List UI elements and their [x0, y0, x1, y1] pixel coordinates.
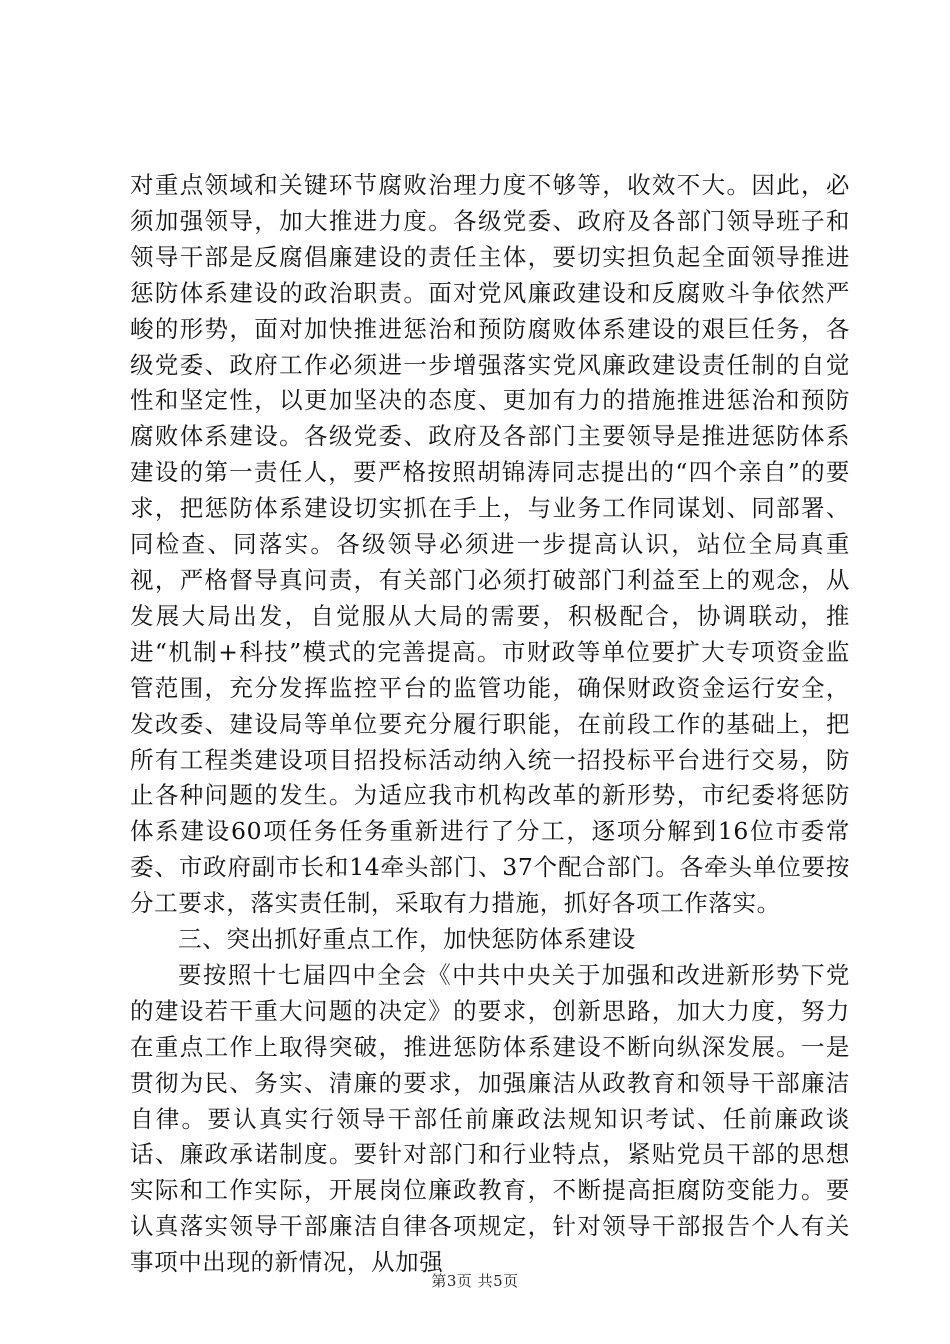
body-paragraph: 要按照十七届四中全会《中共中央关于加强和改进新形势下党的建设若干重大问题的决定》的要求，创新思路，加大力度，努力在重点工作上取得突破，推进惩防体系建设不断向纵深发展。一是贯彻为民、务实、清廉的要求，加强廉洁从政教育和领导干部廉洁自律。要认真实行领导干部任前廉政法规知识考试、任前廉政谈话、廉政承诺制度。要针对部门和行业特点，紧贴党员干部的思想实际和工作实际，开展岗位廉政教育，不断提高拒腐防变能力。要认真落实领导干部廉洁自律各项规定，针对领导干部报告个人有关事项中出现的新情况，从加强	[130, 960, 850, 1277]
body-paragraph: 对重点领域和关键环节腐败治理力度不够等，收效不大。因此，必须加强领导，加大推进力度。各级党委、政府及各部门领导班子和领导干部是反腐倡廉建设的责任主体，要切实担负起全面领导推进惩防体系建设的政治职责。面对党风廉政建设和反腐败斗争依然严峻的形势，面对加快推进惩治和预防腐败体系建设的艰巨任务，各级党委、政府工作必须进一步增强落实党风廉政建设责任制的自觉性和坚定性，以更加坚决的态度、更加有力的措施推进惩治和预防腐败体系建设。各级党委、政府及各部门主要领导是推进惩防体系建设的第一责任人，要严格按照胡锦涛同志提出的“四个亲自”的要求，把惩防体系建设切实抓在手上，与业务工作同谋划、同部署、同检查、同落实。各级领导必须进一步提高认识，站位全局真重视，严格督导真问责，有关部门必须打破部门利益至上的观念，从发展大局出发，自觉服从大局的需要，积极配合，协调联动，推进“机制+科技”模式的完善提高。市财政等单位要扩大专项资金监管范围，充分发挥监控平台的监管功能，确保财政资金运行安全，发改委、建设局等单位要充分履行职能，在前段工作的基础上，把所有工程类建设项目招投标活动纳入统一招投标平台进行交易，防止各种问题的发生。为适应我市机构改革的新形势，市纪委将惩防体系建设60项任务任务重新进行了分工，逐项分解到16位市委常委、市政府副市长和14牵头部门、37个配合部门。各牵头单位要按分工要求，落实责任制，采取有力措施，抓好各项工作落实。	[130, 171, 850, 918]
section-heading: 三、突出抓好重点工作，加快惩防体系建设	[178, 925, 636, 954]
document-body	[130, 168, 850, 1281]
page-number-footer: 第3页 共5页	[431, 1272, 519, 1290]
